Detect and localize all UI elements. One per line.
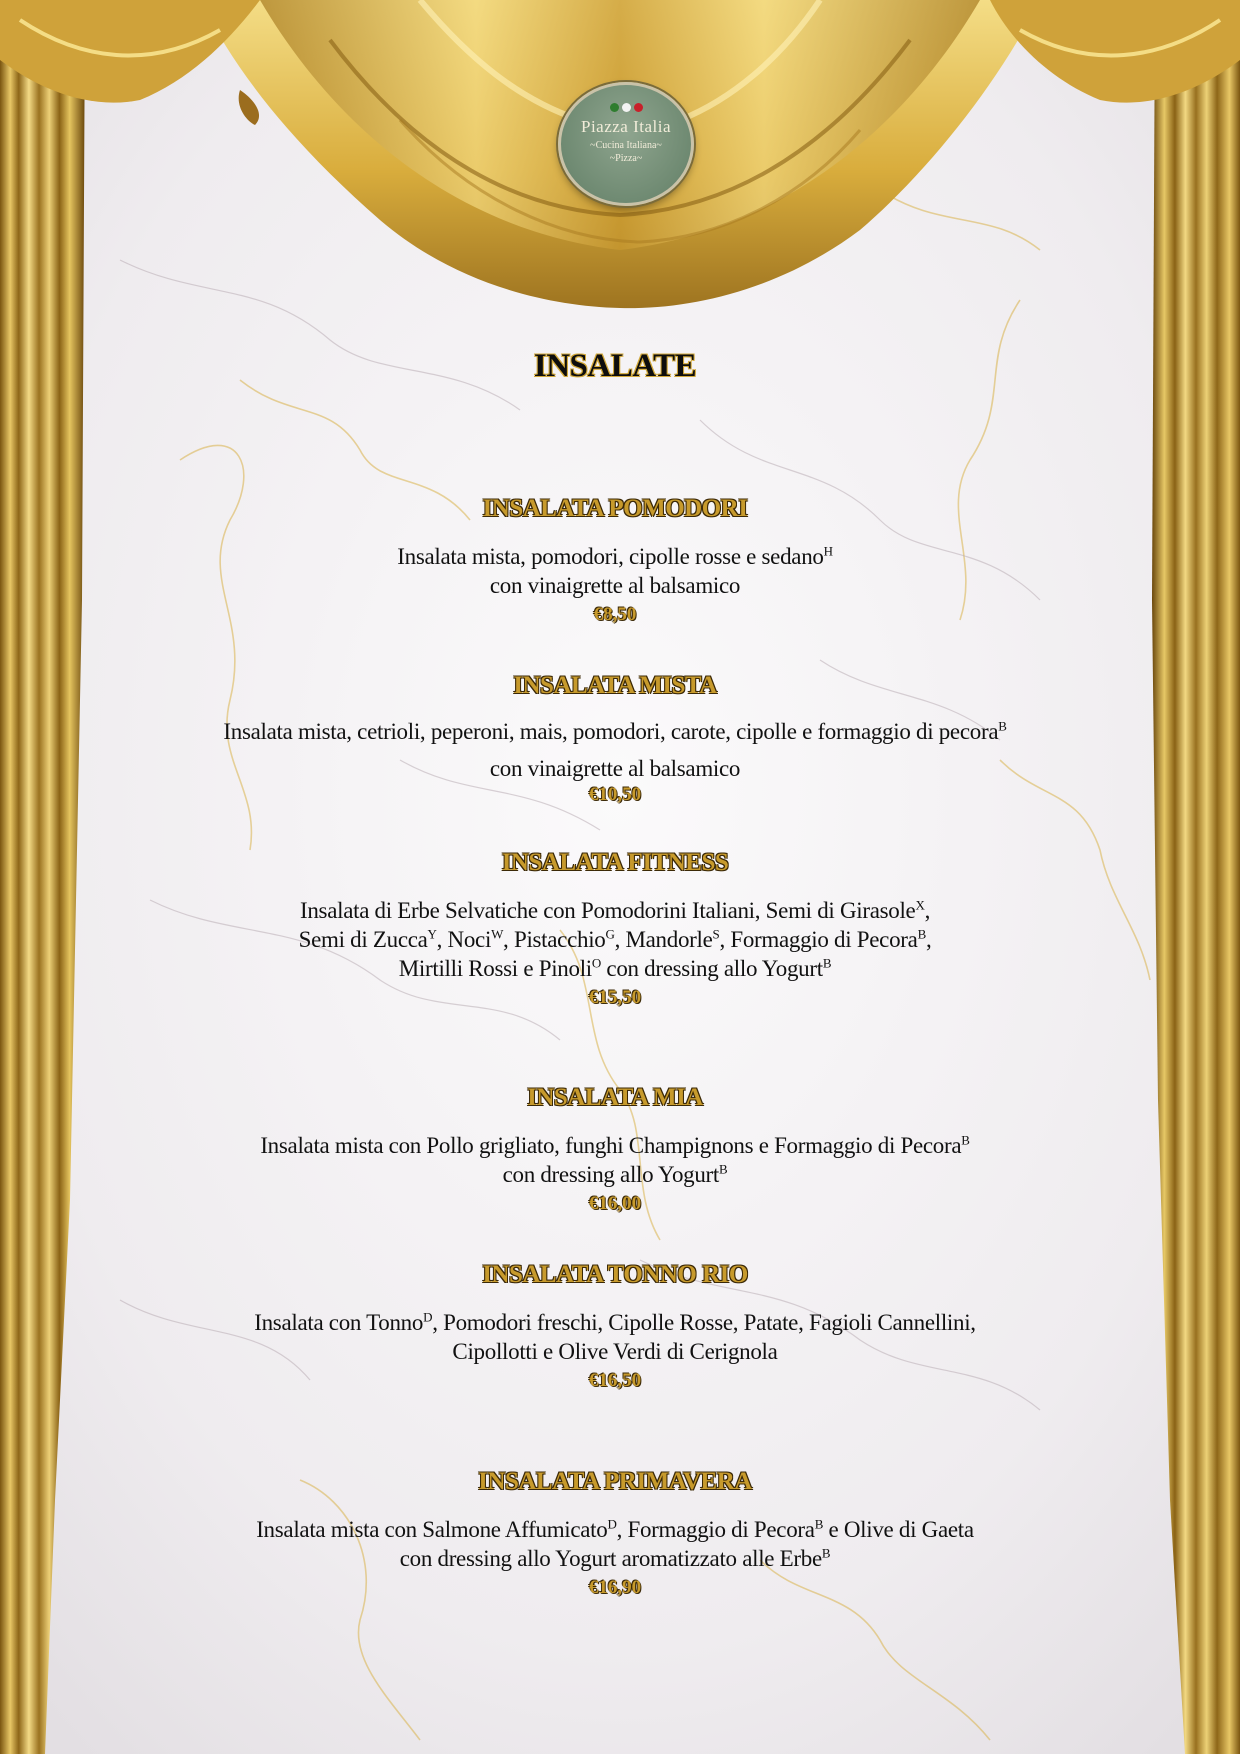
description-text: con dressing allo Yogurt bbox=[502, 1162, 720, 1187]
description-line bbox=[150, 542, 1080, 571]
logo-subtitle: ~Cucina Italiana~ bbox=[590, 140, 662, 151]
description-text: Insalata mista con Pollo grigliato, funghi Champignons e Formaggio di Pecora bbox=[260, 1133, 962, 1158]
section-title: INSALATE bbox=[533, 348, 697, 384]
menu-item bbox=[150, 671, 1080, 807]
item-description bbox=[150, 1131, 1080, 1189]
allergen-marker: O bbox=[591, 955, 601, 971]
description-line bbox=[150, 954, 1080, 983]
description-text: con dressing allo Yogurt bbox=[600, 956, 823, 981]
description-line bbox=[150, 571, 1080, 600]
description-line bbox=[150, 1308, 1080, 1337]
logo-subtitle-2: ~Pizza~ bbox=[609, 153, 643, 164]
allergen-marker: B bbox=[961, 1132, 970, 1148]
description-text: Insalata con Tonno bbox=[254, 1310, 424, 1335]
item-description bbox=[150, 896, 1080, 983]
allergen-marker: G bbox=[605, 926, 615, 942]
description-line bbox=[150, 1515, 1080, 1544]
restaurant-logo bbox=[558, 82, 694, 206]
description-text: , Formaggio di Pecora bbox=[616, 1517, 815, 1542]
allergen-marker: B bbox=[719, 1161, 728, 1177]
description-text: con vinaigrette al balsamico bbox=[489, 756, 741, 781]
item-description bbox=[150, 542, 1080, 600]
description-text: , bbox=[925, 927, 932, 952]
allergen-marker: B bbox=[814, 1516, 824, 1532]
item-price: €15,50 bbox=[588, 987, 642, 1008]
item-description bbox=[150, 713, 1080, 787]
item-name: INSALATA PRIMAVERA bbox=[478, 1468, 752, 1495]
description-text: Insalata mista, cetrioli, peperoni, mais, pomodori, carote, cipolle e formaggio di pecora bbox=[223, 719, 999, 744]
allergen-marker: Y bbox=[427, 926, 437, 942]
item-name: INSALATA POMODORI bbox=[482, 495, 748, 522]
description-text: , Pomodori freschi, Cipolle Rosse, Patate, Fagioli Cannellini, bbox=[432, 1310, 976, 1335]
allergen-marker: D bbox=[607, 1516, 617, 1532]
description-text: Mirtilli Rossi e Pinoli bbox=[398, 956, 592, 981]
white-dot-icon bbox=[622, 103, 631, 112]
description-text: Cipollotti e Olive Verdi di Cerignola bbox=[452, 1339, 778, 1364]
description-text: Insalata mista con Salmone Affumicato bbox=[256, 1517, 608, 1542]
item-name: INSALATA TONNO RIO bbox=[482, 1261, 748, 1288]
item-price: €16,50 bbox=[588, 1370, 642, 1391]
item-price: €10,50 bbox=[588, 784, 642, 805]
description-text: Insalata mista, pomodori, cipolle rosse e sedano bbox=[397, 544, 824, 569]
description-line bbox=[150, 1160, 1080, 1189]
allergen-marker: B bbox=[822, 955, 832, 971]
allergen-marker: H bbox=[823, 543, 833, 559]
description-line bbox=[150, 1337, 1080, 1366]
item-name: INSALATA MIA bbox=[527, 1084, 703, 1111]
description-text: con vinaigrette al balsamico bbox=[489, 573, 741, 598]
item-price: €8,50 bbox=[593, 604, 637, 625]
allergen-marker: B bbox=[998, 718, 1007, 734]
menu-item bbox=[150, 494, 1080, 627]
green-dot-icon bbox=[610, 103, 619, 112]
item-description bbox=[150, 1515, 1080, 1573]
description-line bbox=[150, 1131, 1080, 1160]
item-name: INSALATA MISTA bbox=[513, 672, 717, 699]
description-text: , Mandorle bbox=[614, 927, 713, 952]
description-text: e Olive di Gaeta bbox=[823, 1517, 974, 1542]
allergen-marker: B bbox=[917, 926, 926, 942]
item-price: €16,00 bbox=[588, 1193, 642, 1214]
menu-item bbox=[150, 1260, 1080, 1393]
menu-item bbox=[150, 1467, 1080, 1600]
menu-item bbox=[150, 1083, 1080, 1216]
allergen-marker: X bbox=[915, 897, 925, 913]
description-text: Semi di Zucca bbox=[298, 927, 428, 952]
description-text: con dressing allo Yogurt aromatizzato alle Erbe bbox=[399, 1546, 822, 1571]
description-line bbox=[150, 925, 1080, 954]
allergen-marker: S bbox=[712, 926, 720, 942]
item-price: €16,90 bbox=[588, 1577, 642, 1598]
description-text: , Pistacchio bbox=[503, 927, 606, 952]
description-text: , Formaggio di Pecora bbox=[719, 927, 918, 952]
description-text: Insalata di Erbe Selvatiche con Pomodorini Italiani, Semi di Girasole bbox=[299, 898, 916, 923]
description-text: , bbox=[924, 898, 931, 923]
description-line bbox=[150, 750, 1080, 787]
description-line bbox=[150, 1544, 1080, 1573]
item-name: INSALATA FITNESS bbox=[501, 849, 729, 876]
item-description bbox=[150, 1308, 1080, 1366]
description-line bbox=[150, 713, 1080, 750]
description-line bbox=[150, 896, 1080, 925]
italian-flag-dots-icon bbox=[561, 103, 691, 115]
allergen-marker: D bbox=[423, 1309, 433, 1325]
description-text: , Noci bbox=[436, 927, 492, 952]
menu-item bbox=[150, 848, 1080, 1010]
allergen-marker: B bbox=[821, 1545, 831, 1561]
allergen-marker: W bbox=[491, 926, 504, 942]
red-dot-icon bbox=[634, 103, 643, 112]
logo-name: Piazza Italia bbox=[580, 117, 672, 136]
